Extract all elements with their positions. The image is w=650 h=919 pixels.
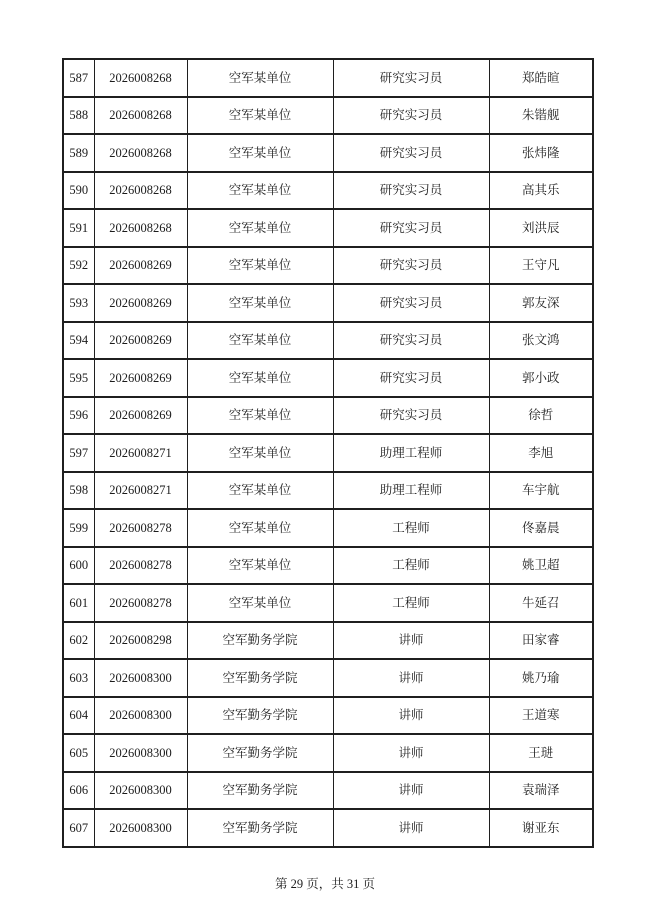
cell-name: 王琎 [489,734,593,772]
cell-unit: 空军某单位 [187,59,333,97]
cell-no: 600 [63,547,94,585]
cell-position: 工程师 [333,547,489,585]
table-row [63,547,593,585]
cell-unit: 空军某单位 [187,359,333,397]
cell-id: 2026008300 [94,772,187,810]
cell-name: 朱锴舰 [489,97,593,135]
cell-name: 高其乐 [489,172,593,210]
cell-no: 592 [63,247,94,285]
table-row [63,247,593,285]
table-row [63,509,593,547]
table-row [63,134,593,172]
cell-no: 604 [63,697,94,735]
table-row [63,359,593,397]
cell-no: 588 [63,97,94,135]
cell-no: 591 [63,209,94,247]
cell-unit: 空军某单位 [187,472,333,510]
cell-unit: 空军勤务学院 [187,659,333,697]
cell-name: 佟嘉晨 [489,509,593,547]
table-row [63,659,593,697]
cell-id: 2026008268 [94,172,187,210]
cell-id: 2026008298 [94,622,187,660]
cell-no: 587 [63,59,94,97]
cell-name: 姚卫超 [489,547,593,585]
cell-id: 2026008271 [94,472,187,510]
cell-position: 研究实习员 [333,209,489,247]
cell-position: 讲师 [333,622,489,660]
cell-id: 2026008278 [94,584,187,622]
cell-unit: 空军某单位 [187,509,333,547]
cell-position: 讲师 [333,809,489,847]
cell-id: 2026008269 [94,359,187,397]
cell-id: 2026008268 [94,209,187,247]
table-row [63,697,593,735]
cell-no: 602 [63,622,94,660]
cell-position: 研究实习员 [333,322,489,360]
cell-name: 王守凡 [489,247,593,285]
cell-unit: 空军某单位 [187,134,333,172]
cell-no: 607 [63,809,94,847]
table-row [63,622,593,660]
cell-unit: 空军某单位 [187,547,333,585]
cell-id: 2026008269 [94,397,187,435]
table-row [63,172,593,210]
cell-id: 2026008269 [94,284,187,322]
cell-name: 谢亚东 [489,809,593,847]
table-body [63,59,593,847]
cell-position: 讲师 [333,734,489,772]
cell-name: 李旭 [489,434,593,472]
cell-id: 2026008300 [94,659,187,697]
cell-no: 603 [63,659,94,697]
cell-no: 596 [63,397,94,435]
cell-no: 589 [63,134,94,172]
cell-position: 讲师 [333,659,489,697]
cell-id: 2026008269 [94,322,187,360]
cell-id: 2026008271 [94,434,187,472]
cell-position: 研究实习员 [333,59,489,97]
cell-name: 王道寒 [489,697,593,735]
cell-id: 2026008268 [94,59,187,97]
cell-no: 597 [63,434,94,472]
cell-unit: 空军某单位 [187,434,333,472]
cell-position: 助理工程师 [333,434,489,472]
table-row [63,284,593,322]
cell-name: 徐哲 [489,397,593,435]
cell-name: 车宇航 [489,472,593,510]
cell-no: 601 [63,584,94,622]
cell-unit: 空军勤务学院 [187,697,333,735]
page-indicator: 第 29 页，共 31 页 [274,877,375,891]
cell-name: 郭友深 [489,284,593,322]
table-row [63,209,593,247]
table-row [63,809,593,847]
cell-name: 刘洪辰 [489,209,593,247]
cell-unit: 空军某单位 [187,584,333,622]
cell-id: 2026008300 [94,734,187,772]
cell-unit: 空军某单位 [187,209,333,247]
cell-name: 郭小政 [489,359,593,397]
cell-no: 605 [63,734,94,772]
table-row [63,59,593,97]
table-row [63,472,593,510]
cell-no: 594 [63,322,94,360]
cell-no: 598 [63,472,94,510]
cell-id: 2026008278 [94,547,187,585]
cell-unit: 空军某单位 [187,397,333,435]
cell-name: 郑皓暄 [489,59,593,97]
cell-name: 张炜隆 [489,134,593,172]
cell-name: 田家睿 [489,622,593,660]
cell-no: 593 [63,284,94,322]
table-row [63,322,593,360]
cell-position: 研究实习员 [333,172,489,210]
cell-unit: 空军某单位 [187,97,333,135]
cell-name: 姚乃瑜 [489,659,593,697]
cell-position: 研究实习员 [333,397,489,435]
table-row [63,97,593,135]
cell-unit: 空军某单位 [187,284,333,322]
cell-name: 张文鸿 [489,322,593,360]
cell-position: 工程师 [333,509,489,547]
cell-id: 2026008268 [94,97,187,135]
cell-position: 研究实习员 [333,284,489,322]
personnel-table [62,58,594,848]
cell-unit: 空军某单位 [187,322,333,360]
cell-position: 工程师 [333,584,489,622]
cell-unit: 空军勤务学院 [187,772,333,810]
cell-no: 599 [63,509,94,547]
cell-unit: 空军某单位 [187,247,333,285]
cell-position: 讲师 [333,772,489,810]
table-row [63,434,593,472]
cell-no: 606 [63,772,94,810]
table-row [63,734,593,772]
cell-name: 牛延召 [489,584,593,622]
cell-unit: 空军勤务学院 [187,622,333,660]
cell-id: 2026008268 [94,134,187,172]
cell-id: 2026008300 [94,697,187,735]
cell-id: 2026008269 [94,247,187,285]
cell-unit: 空军勤务学院 [187,734,333,772]
cell-no: 595 [63,359,94,397]
cell-position: 研究实习员 [333,134,489,172]
cell-unit: 空军勤务学院 [187,809,333,847]
cell-id: 2026008300 [94,809,187,847]
cell-id: 2026008278 [94,509,187,547]
cell-position: 研究实习员 [333,247,489,285]
cell-unit: 空军某单位 [187,172,333,210]
table-row [63,772,593,810]
table-row [63,584,593,622]
cell-no: 590 [63,172,94,210]
cell-name: 袁瑞泽 [489,772,593,810]
cell-position: 讲师 [333,697,489,735]
cell-position: 研究实习员 [333,359,489,397]
page-footer [0,874,650,892]
cell-position: 助理工程师 [333,472,489,510]
table-row [63,397,593,435]
cell-position: 研究实习员 [333,97,489,135]
